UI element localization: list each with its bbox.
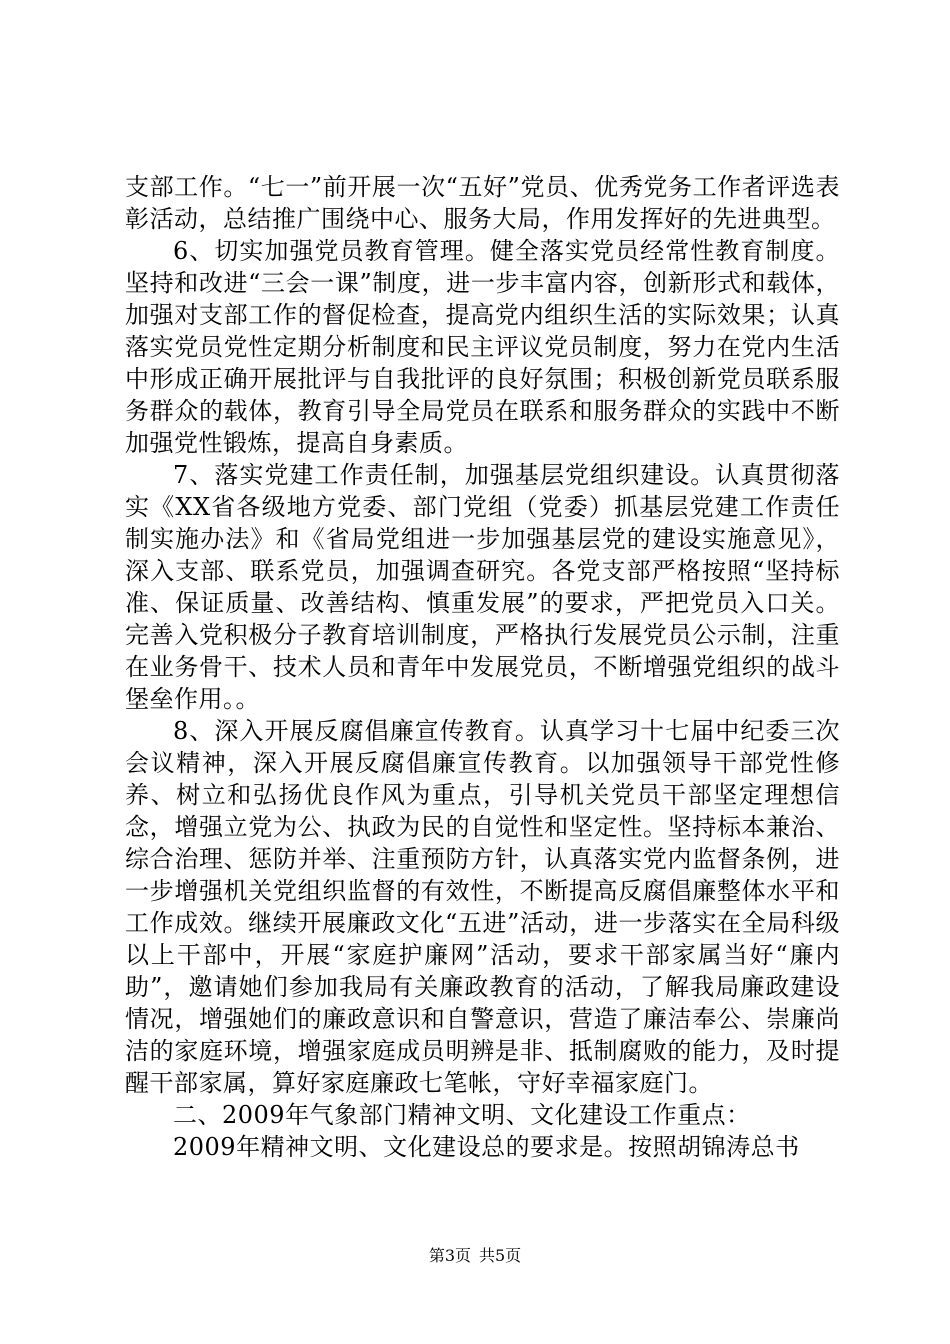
paragraph-continuation: 支部工作。“七一”前开展一次“五好”党员、优秀党务工作者评选表彰活动，总结推广围绕中心、服务大局，作用发挥好的先进典型。 [125, 173, 840, 233]
page-total: 共5页 [479, 1246, 522, 1265]
paragraph-item-7: 7、落实党建工作责任制，加强基层党组织建设。认真贯彻落实《XX省各级地方党委、部门党组（党委）抓基层党建工作责任制实施办法》和《省局党组进一步加强基层党的建设实施意见》，深入支部、联系党员，加强调查研究。各党支部严格按照“坚持标准、保证质量、改善结构、慎重发展”的要求，严把党员入口关。完善入党积极分子教育培训制度，严格执行发展党员公示制，注重在业务骨干、技术人员和青年中发展党员，不断增强党组织的战斗堡垒作用。。 [125, 461, 840, 713]
section-heading-2: 二、2009年气象部门精神文明、文化建设工作重点： [173, 1101, 751, 1129]
paragraph-section-2-intro: 2009年精神文明、文化建设总的要求是。按照胡锦涛总书 [173, 1133, 800, 1161]
page-number: 第3页 [428, 1246, 471, 1265]
paragraph-item-8: 8、深入开展反腐倡廉宣传教育。认真学习十七届中纪委三次会议精神，深入开展反腐倡廉宣传教育。以加强领导干部党性修养、树立和弘扬优良作风为重点，引导机关党员干部坚定理想信念，增强立党为公、执政为民的自觉性和坚定性。坚持标本兼治、综合治理、惩防并举、注重预防方针，认真落实党内监督条例，进一步增强机关党组织监督的有效性，不断提高反腐倡廉整体水平和工作成效。继续开展廉政文化“五进”活动，进一步落实在全局科级以上干部中，开展“家庭护廉网”活动，要求干部家属当好“廉内助”，邀请她们参加我局有关廉政教育的活动，了解我局廉政建设情况，增强她们的廉政意识和自警意识，营造了廉洁奉公、崇廉尚洁的家庭环境，增强家庭成员明辨是非、抵制腐败的能力，及时提醒干部家属，算好家庭廉政七笔帐，守好幸福家庭门。 [125, 717, 840, 1097]
paragraph-item-6: 6、切实加强党员教育管理。健全落实党员经常性教育制度。坚持和改进“三会一课”制度，进一步丰富内容，创新形式和载体，加强对支部工作的督促检查，提高党内组织生活的实际效果；认真落实党员党性定期分析制度和民主评议党员制度，努力在党内生活中形成正确开展批评与自我批评的良好氛围；积极创新党员联系服务群众的载体，教育引导全局党员在联系和服务群众的实践中不断加强党性锻炼，提高自身素质。 [125, 237, 840, 457]
document-body [125, 171, 840, 1163]
page-footer [0, 1245, 950, 1267]
